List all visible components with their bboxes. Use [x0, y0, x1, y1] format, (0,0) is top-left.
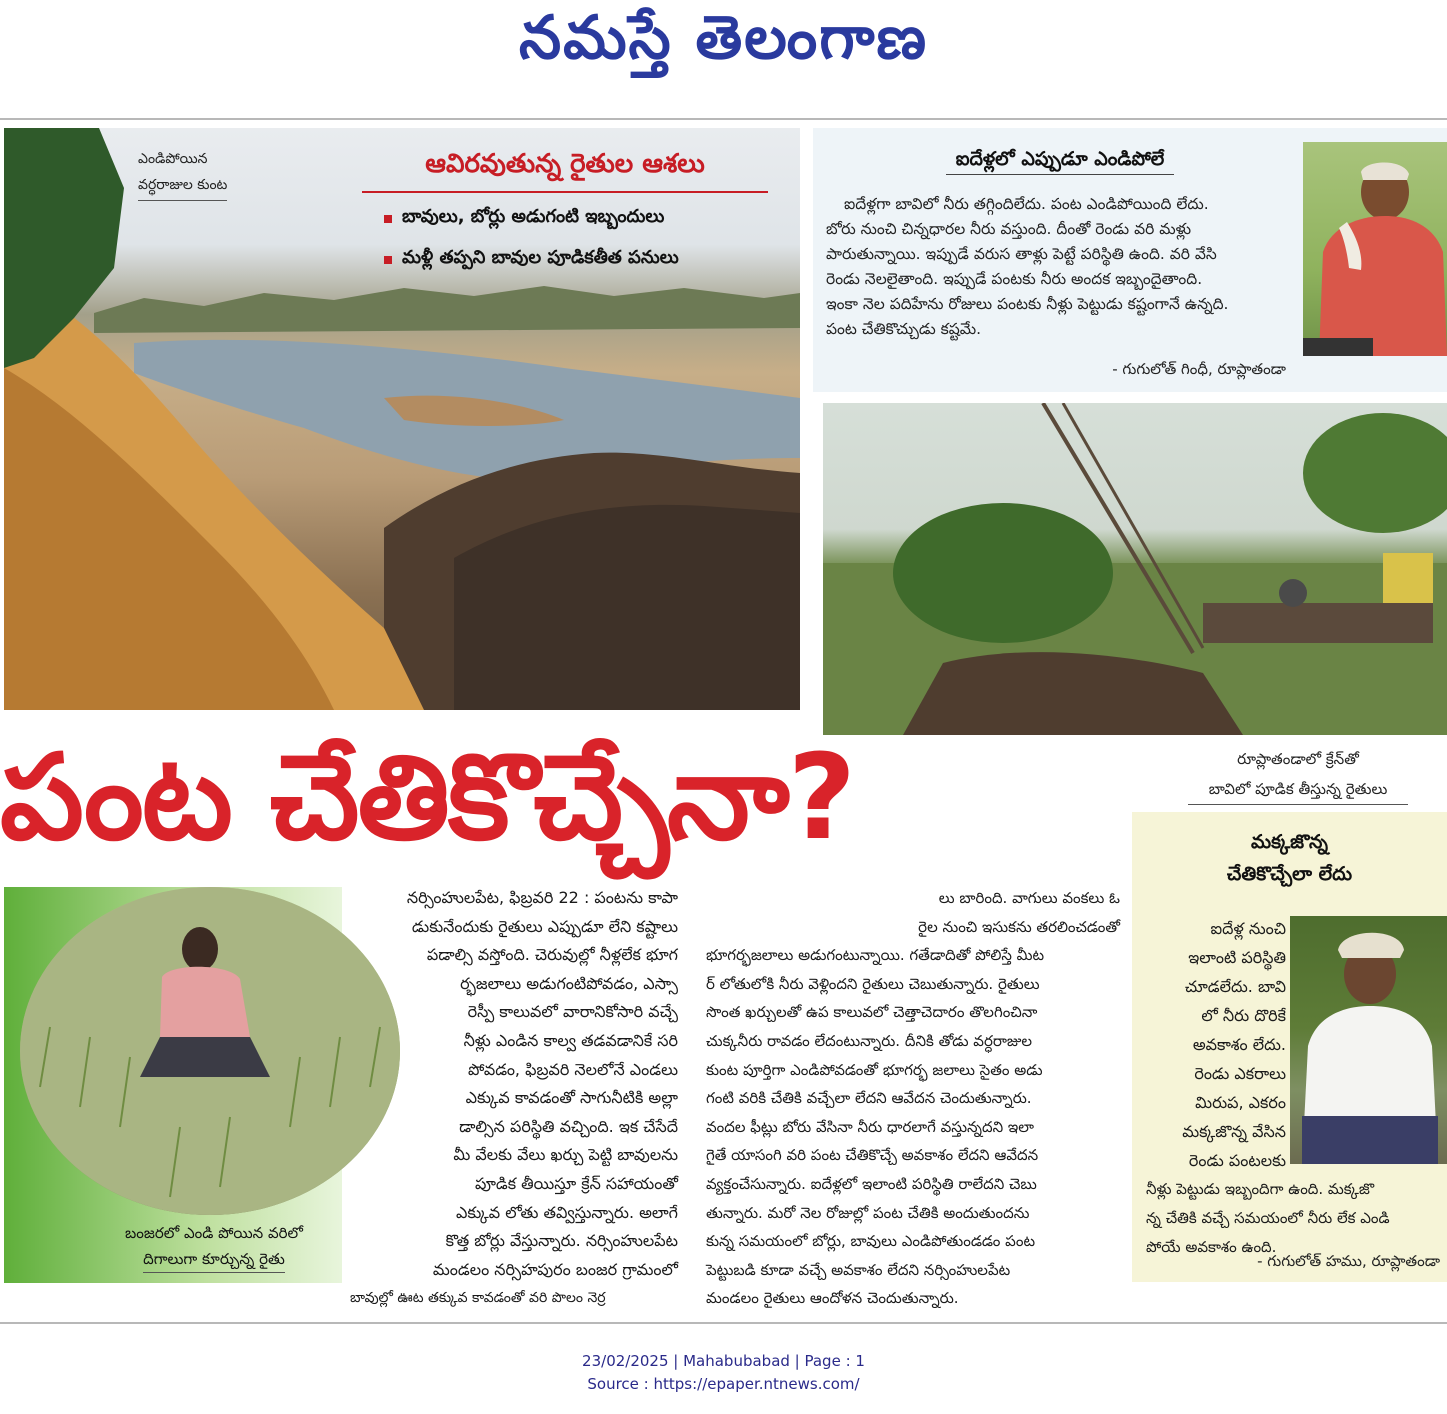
crane-caption-line1: రూప్లాతండాలో క్రేన్‌తో [1237, 750, 1359, 768]
main-headline-text: పంట చేతికొచ్చేనా? [0, 728, 855, 866]
quote-line: చూడలేదు. బావి [1184, 977, 1286, 996]
quote-line: లో నీరు దొరికే [1201, 1006, 1286, 1025]
article-line: పడాల్సి వస్తోంది. చెరువుల్లో నీళ్లలేక భూగ [426, 945, 678, 965]
article-line: మండలం రైతులు ఆందోళన చెందుతున్నారు. [706, 1289, 959, 1308]
quote-line: న్న చేతికి వచ్చే సమయంలో నీరు లేక ఎండి [1146, 1209, 1390, 1227]
article-line: భూగర్భజలాలు అడుగంటున్నాయి. గతేడాదితో పోలిస్తే మీట [706, 946, 1045, 965]
article-line: వందల ఫీట్లు బోరు వేసినా నీరు ధారలాగే వస్తున్నదని ఇలా [706, 1117, 1034, 1136]
bullet-item [384, 206, 664, 231]
article-line: పోవడం, ఫిబ్రవరి నెలలోనే ఎండలు [468, 1059, 678, 1079]
article-line: మీ వేలకు వేలు ఖర్చు పెట్టి బావులను [453, 1145, 678, 1165]
bottom-divider [0, 1322, 1447, 1324]
article-line: కున్న సమయంలో బోర్లు, బావులు ఎండిపోతుండడం పంట [706, 1232, 1036, 1251]
quote-title: ఐదేళ్లలో ఎప్పుడూ ఎండిపోలే [830, 148, 1290, 175]
article-line: పెట్టుబడి కూడా వచ్చే అవకాశం లేదని నర్సింహులపేట [706, 1260, 1011, 1279]
farmer-photo-caption [84, 1220, 344, 1273]
article-line: నీళ్లు ఎండిన కాల్వ తడవడానికే సరి [463, 1030, 678, 1050]
quote-line: నీళ్లు పెట్టుడు ఇబ్బందిగా ఉంది. మక్కజొ [1146, 1180, 1375, 1198]
maize-quote-signature: - గుగులోత్ హము, రూప్లాతండా [1257, 1252, 1440, 1270]
quote-line: రెండు ఎకరాలు [1194, 1064, 1286, 1083]
article-line: ఎక్కువ కావడంతో సాగునీటికి అల్లా [465, 1088, 678, 1108]
article-line: కొత్త బోర్లు వేస్తున్నారు. నర్సింహులపేట [445, 1231, 678, 1251]
article-column-1 [350, 884, 678, 1313]
masthead-title: నమస్తే తెలంగాణ [518, 3, 929, 73]
maize-quote-title [1132, 826, 1447, 890]
maize-quote-wide [1146, 1175, 1445, 1262]
article-line: కుంట పూర్తిగా ఎండిపోవడంతో భూగర్భ జలాలు సైతం అడు [706, 1060, 1043, 1079]
quote-line: పారుతున్నాయి. ఇప్పుడే వరుస తాళ్లు పెట్టే పరిస్థితి ఉంది. వరి వేసి [826, 245, 1217, 263]
quote-body [826, 192, 1290, 342]
quote-line: ఇంకా నెల పదిహేను రోజులు పంటకు నీళ్లు పెట్టుడు కష్టంగానే ఉన్నది. [826, 295, 1229, 313]
bullet-text: మళ్లీ తప్పని బావుల పూడికతీత పనులు [402, 247, 679, 268]
farmer-hamu-photo [1290, 916, 1447, 1164]
quote-signature: - గుగులోత్ గింధీ, రూప్లాతండా [1112, 360, 1286, 378]
quote-line: మక్కజొన్న వేసిన [1182, 1122, 1286, 1141]
farmer-portrait-illustration [1303, 142, 1447, 356]
article-line: డుకునేందుకు రైతులు ఎప్పుడూ లేని కష్టాలు [411, 916, 678, 936]
maize-title-line1: మక్కజొన్న [1250, 831, 1329, 853]
bullet-square-icon [384, 215, 392, 223]
farmer-caption-line1: బంజరలో ఎండి పోయిన వరిలో [125, 1224, 303, 1242]
bullet-text: బావులు, బోర్లు అడుగంటి ఇబ్బందులు [402, 206, 665, 227]
quote-line: బోరు నుంచి చిన్నధారల నీరు వస్తుంది. దీంతో రెండు వరి మళ్లు [826, 220, 1192, 238]
article-line: నర్సింహులపేట, ఫిబ్రవరి 22 : పంటను కాపా [406, 888, 678, 907]
maize-title-line2: చేతికొచ్చేలా లేదు [1226, 863, 1353, 885]
article-line: గైతే యాసంగి వరి పంట చేతికొచ్చే అవకాశం లేదని ఆవేదన [706, 1146, 1039, 1165]
crane-caption-line2: బావిలో పూడిక తీస్తున్న రైతులు [1188, 774, 1408, 805]
quote-line: రెండు పంటలకు [1188, 1151, 1286, 1170]
farmer-in-field-illustration [20, 887, 400, 1215]
article-line: మండలం నర్సిహపురం బంజర గ్రామంలో [432, 1259, 678, 1279]
farmer-hamu-illustration [1290, 916, 1447, 1164]
quote-line: మిరుప, ఎకరం [1195, 1093, 1286, 1112]
crane-illustration [823, 403, 1447, 735]
masthead [0, 0, 1447, 90]
article-column-2 [706, 884, 1120, 1313]
lake-label-line2: వర్ధరాజుల కుంట [138, 172, 227, 201]
quote-line: ఐదేళ్లగా బావిలో నీరు తగ్గిందిలేదు. పంట ఎండిపోయింది లేదు. [844, 195, 1209, 213]
article-line: రైల నుంచి ఇసుకను తరలించడంతో [918, 917, 1120, 936]
farmer-field-photo [20, 887, 400, 1215]
article-line: లు బారింది. వాగులు వంకలు ఓ [938, 889, 1120, 907]
article-line: ఎక్కువ లోతు తవ్విస్తున్నారు. అలాగే [456, 1202, 678, 1222]
farmer-caption-line2: దిగాలుగా కూర్చున్న రైతు [143, 1246, 285, 1273]
main-headline [0, 722, 1130, 872]
quote-line: ఇలాంటి పరిస్థితి [1188, 948, 1286, 967]
footer-date-edition: 23/02/2025 | Mahabubabad | Page : 1 [582, 1352, 865, 1370]
article-line: గంటి వరికి చేతికి వచ్చేలా లేదని ఆవేదన చెందుతున్నారు. [706, 1089, 1032, 1108]
farmer-portrait-photo [1303, 142, 1447, 356]
subheadline [362, 143, 768, 193]
crane-desilting-photo [823, 403, 1447, 735]
quote-line: పోయే అవకాశం ఉంది. [1146, 1238, 1277, 1256]
quote-line: ఐదేళ్ల నుంచి [1210, 919, 1286, 938]
top-divider [0, 118, 1447, 120]
lake-label-line1: ఎండిపోయిన [138, 151, 208, 167]
article-line: ర్ లోతులోకి నీరు వెళ్లిందని రైతులు చెబుతున్నారు. రైతులు [706, 974, 1040, 993]
article-line: బావుల్లో ఊట తక్కువ కావడంతో వరి పొలం నెర్ర [350, 1290, 606, 1307]
article-line: ర్భజలాలు అడుగంటిపోవడం, ఎస్సా [460, 973, 678, 993]
article-line: రెస్పీ కాలువలో వారానికోసారి వచ్చే [467, 1002, 678, 1022]
lake-label [138, 146, 227, 201]
article-line: వ్యక్తంచేసున్నారు. ఐదేళ్లలో ఇలాంటి పరిస్థితి రాలేదని చెబు [706, 1174, 1037, 1193]
bullet-square-icon [384, 256, 392, 264]
article-line: తున్నారు. మరో నెల రోజుల్లో పంట చేతికి అందుతుందను [706, 1203, 1030, 1222]
maize-quote-narrow [1146, 914, 1286, 1175]
crane-caption [1188, 744, 1408, 805]
bullet-item [384, 247, 679, 272]
quote-line: రెండు నెలలైతాంది. ఇప్పుడే పంటకు నీరు అందక ఇబ్బందైతాంది. [826, 270, 1203, 288]
article-line: చుక్కనీరు రావడం లేదంటున్నారు. దీనికి తోడు వర్ధరాజుల [706, 1031, 1033, 1050]
quote-line: పంట చేతికొచ్చుడు కష్టమే. [826, 320, 982, 338]
article-line: పూడిక తీయిస్తూ క్రేన్ సహాయంతో [474, 1173, 678, 1193]
subheadline-text: ఆవిరవుతున్న రైతుల ఆశలు [425, 149, 705, 179]
article-line: డాల్సిన పరిస్థితి వచ్చింది. ఇక చేసేదే [459, 1116, 678, 1136]
footer-source: Source : https://epaper.ntnews.com/ [587, 1375, 860, 1393]
quote-line: అవకాశం లేదు. [1192, 1035, 1286, 1054]
article-line: సొంత ఖర్చులతో ఉప కాలువలో చెత్తాచెదారం తొలగించినా [706, 1003, 1038, 1022]
